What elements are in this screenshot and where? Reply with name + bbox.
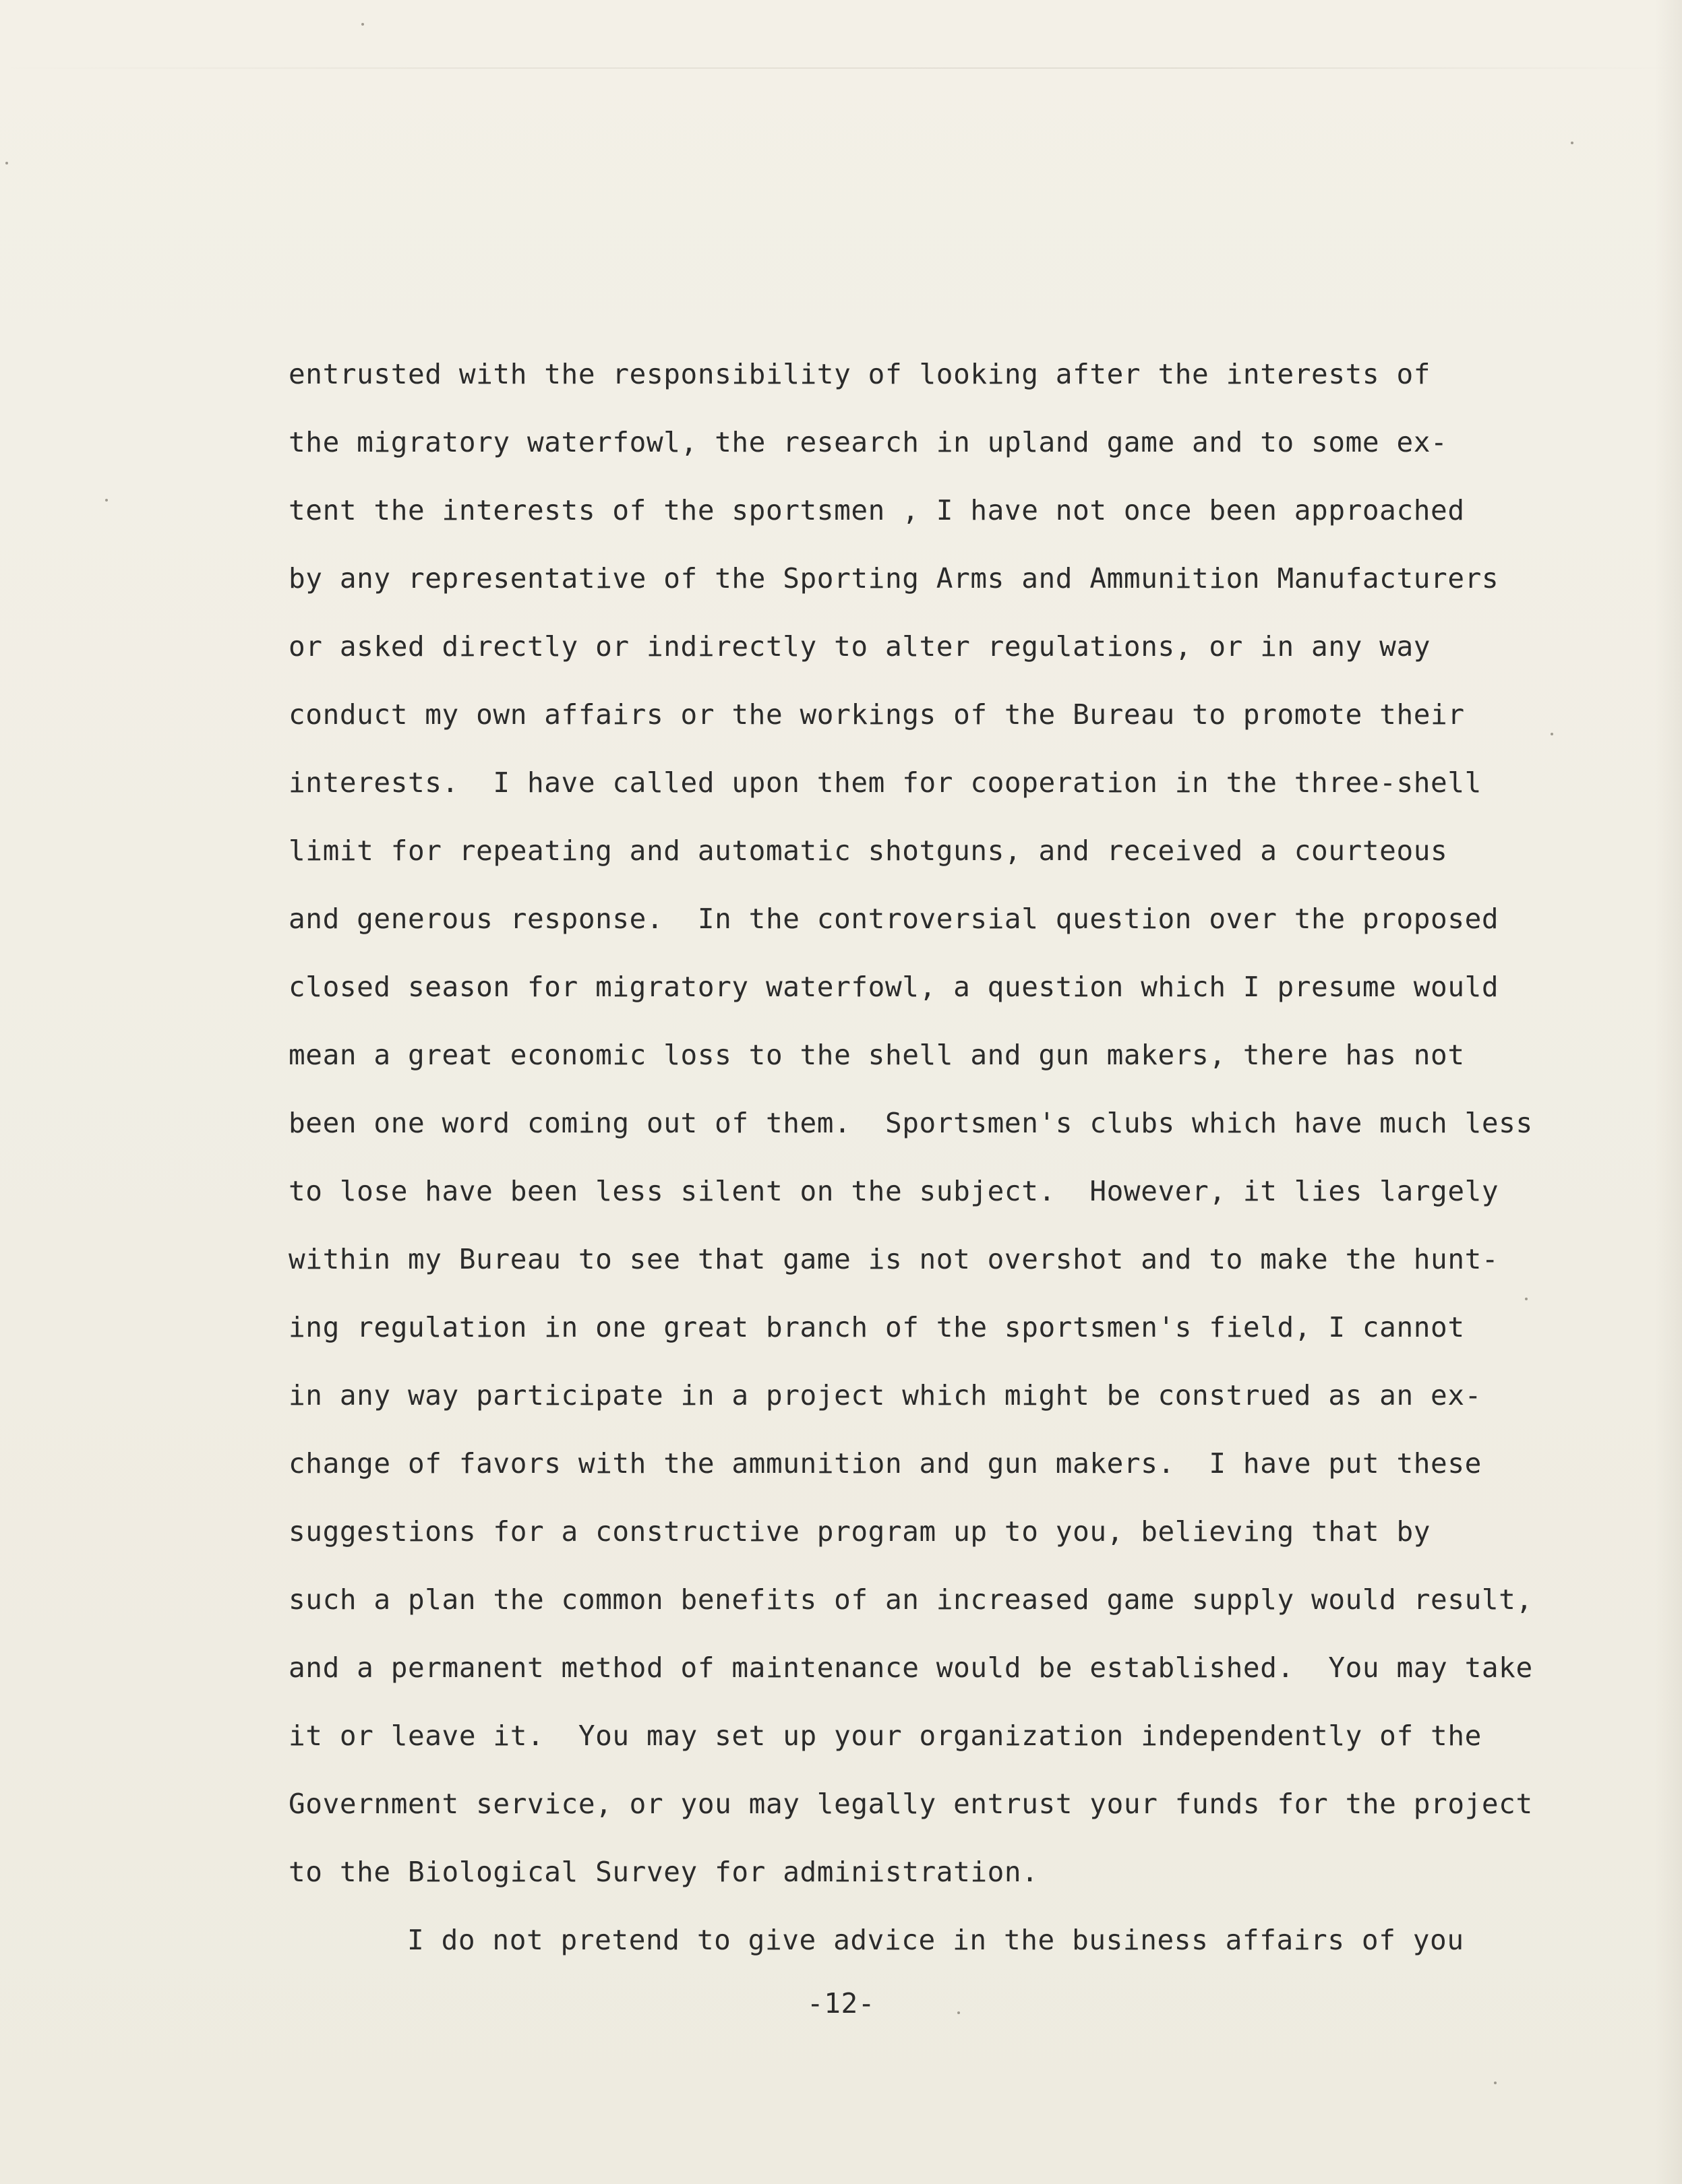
text-line: conduct my own affairs or the workings of the Bureau to promote their (289, 698, 1465, 731)
text-line: entrusted with the responsibility of looking after the interests of (289, 358, 1431, 390)
typed-letter-body (289, 340, 1569, 1974)
paper-speck (361, 23, 364, 26)
paper-fold-line (0, 67, 1682, 69)
text-line: the migratory waterfowl, the research in upland game and to some ex- (289, 426, 1448, 458)
paper-edge-shadow (1655, 0, 1682, 2184)
paper-speck (105, 499, 108, 502)
text-line: suggestions for a constructive program up to you, believing that by (289, 1515, 1431, 1548)
text-line: ing regulation in one great branch of the sportsmen's field, I cannot (289, 1311, 1465, 1343)
text-line: closed season for migratory waterfowl, a question which I presume would (289, 971, 1499, 1003)
text-line: to lose have been less silent on the subject. However, it lies largely (289, 1175, 1499, 1207)
text-line: to the Biological Survey for administration. (289, 1856, 1039, 1888)
text-line: or asked directly or indirectly to alter regulations, or in any way (289, 630, 1431, 663)
text-line: interests. I have called upon them for cooperation in the three-shell (289, 766, 1482, 799)
paper-speck (1494, 2082, 1497, 2084)
text-line: and a permanent method of maintenance would be established. You may take (289, 1651, 1533, 1684)
text-line: by any representative of the Sporting Arms and Ammunition Manufacturers (289, 562, 1499, 595)
text-line: tent the interests of the sportsmen , I have not once been approached (289, 494, 1465, 526)
paper-speck (5, 162, 8, 164)
text-line: it or leave it. You may set up your organization independently of the (289, 1720, 1482, 1752)
paragraph-start-line: I do not pretend to give advice in the business affairs of you (407, 1924, 1464, 1956)
text-line: such a plan the common benefits of an increased game supply would result, (289, 1583, 1533, 1616)
page-number: -12- (806, 1987, 876, 2020)
text-line: Government service, or you may legally entrust your funds for the project (289, 1788, 1533, 1820)
paper-speck (1571, 142, 1573, 144)
text-line: mean a great economic loss to the shell and gun makers, there has not (289, 1039, 1465, 1071)
text-line: been one word coming out of them. Sportsmen's clubs which have much less (289, 1107, 1533, 1139)
text-line: and generous response. In the controversial question over the proposed (289, 903, 1499, 935)
text-line: change of favors with the ammunition and gun makers. I have put these (289, 1447, 1482, 1480)
text-line: within my Bureau to see that game is not overshot and to make the hunt- (289, 1243, 1499, 1275)
text-line: in any way participate in a project which might be construed as an ex- (289, 1379, 1482, 1412)
text-line: limit for repeating and automatic shotguns, and received a courteous (289, 835, 1448, 867)
